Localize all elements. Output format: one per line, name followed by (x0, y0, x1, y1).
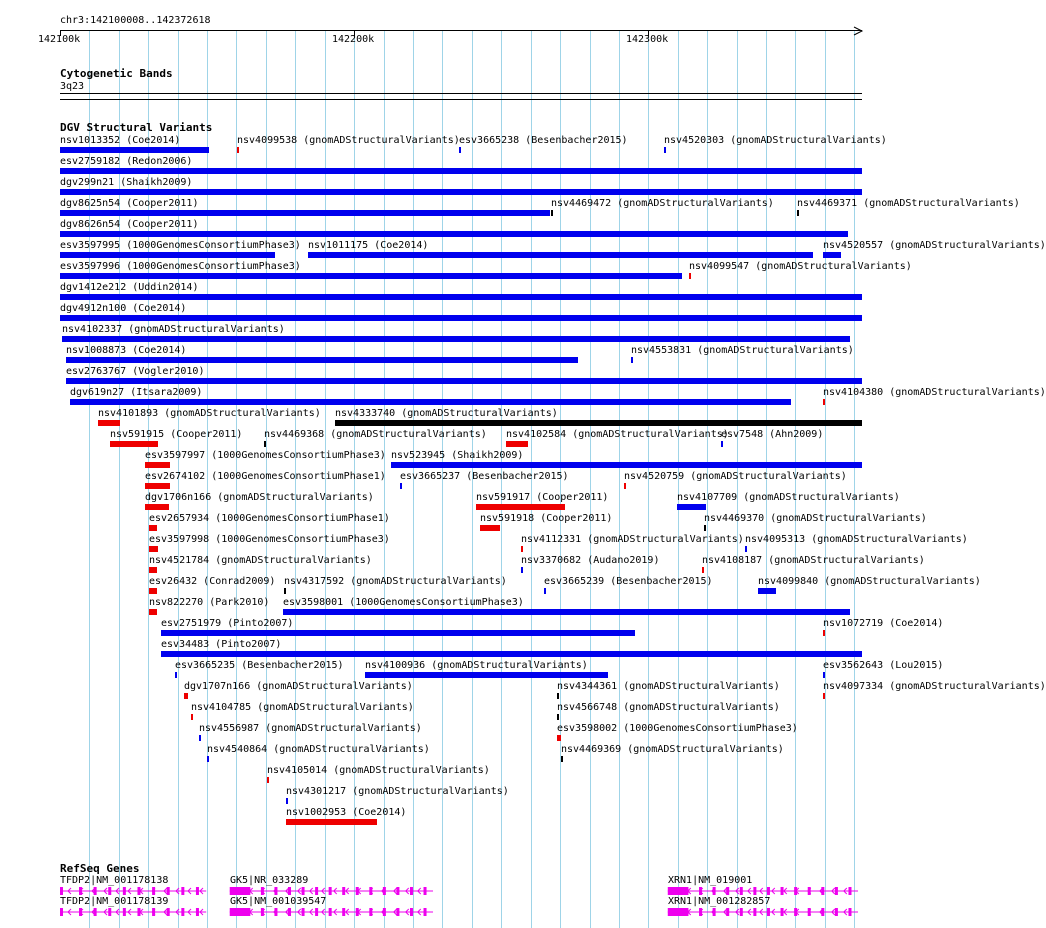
variant-label[interactable]: nsv4553831 (gnomADStructuralVariants) (631, 345, 854, 356)
variant-label[interactable]: nsv4095313 (gnomADStructuralVariants) (745, 534, 968, 545)
gene-exon (315, 887, 318, 895)
gene-exon (329, 908, 332, 916)
ruler-label: 142100k (38, 34, 81, 45)
variant-label[interactable]: nsv4521784 (gnomADStructuralVariants) (149, 555, 372, 566)
ruler-label: 142200k (332, 34, 375, 45)
variant-label[interactable]: esv3562643 (Lou2015) (823, 660, 944, 671)
variant-label[interactable]: nsv4107709 (gnomADStructuralVariants) (677, 492, 900, 503)
gene-exon (342, 908, 345, 916)
variant-label[interactable]: nsv4102337 (gnomADStructuralVariants) (62, 324, 285, 335)
variant-label[interactable]: dgv8625n54 (Cooper2011) (60, 198, 199, 209)
gene-exon (230, 887, 248, 895)
variant-label[interactable]: nsv4469371 (gnomADStructuralVariants) (797, 198, 1020, 209)
variant-label[interactable]: esv3597997 (1000GenomesConsortiumPhase3) (145, 450, 386, 461)
variant-label[interactable]: nsv591915 (Cooper2011) (110, 429, 243, 440)
variant-label[interactable]: nsv4301217 (gnomADStructuralVariants) (286, 786, 509, 797)
variant-label[interactable]: nsv4333740 (gnomADStructuralVariants) (335, 408, 558, 419)
gene-label[interactable]: TFDP2|NM_001178139 (60, 896, 169, 907)
refseq-track-title: RefSeq Genes (60, 862, 140, 875)
gene-exon (767, 908, 770, 916)
variant-label[interactable]: nsv1072719 (Coe2014) (823, 618, 944, 629)
variant-label[interactable]: esv2759182 (Redon2006) (60, 156, 193, 167)
variant-label[interactable]: nsv4469368 (gnomADStructuralVariants) (264, 429, 487, 440)
variant-label[interactable]: esv3665238 (Besenbacher2015) (459, 135, 628, 146)
variant-label[interactable]: nsv4469370 (gnomADStructuralVariants) (704, 513, 927, 524)
variant-label[interactable]: nsv4469472 (gnomADStructuralVariants) (551, 198, 774, 209)
gene-exon (108, 908, 111, 916)
variant-label[interactable]: nsv4112331 (gnomADStructuralVariants) (521, 534, 744, 545)
gene-exon (196, 908, 199, 916)
variant-label[interactable]: dgv1412e212 (Uddin2014) (60, 282, 199, 293)
gene-exon (424, 887, 427, 895)
gene-exon (767, 887, 770, 895)
cytoband-label: 3q23 (60, 81, 85, 92)
gene-exon (315, 908, 318, 916)
variant-label[interactable]: nsv591918 (Cooper2011) (480, 513, 613, 524)
variant-label[interactable]: esv2751979 (Pinto2007) (161, 618, 294, 629)
variant-label[interactable]: nsv4556987 (gnomADStructuralVariants) (199, 723, 422, 734)
gene-exon (740, 887, 743, 895)
gene-exon (123, 887, 126, 895)
variant-label[interactable]: nsv1013352 (Coe2014) (60, 135, 181, 146)
gene-exon (410, 887, 413, 895)
variant-label[interactable]: esv3598001 (1000GenomesConsortiumPhase3) (283, 597, 524, 608)
variant-label[interactable]: nsv4102584 (gnomADStructuralVariants) (506, 429, 729, 440)
gene-exon (848, 887, 851, 895)
cytoband-track-title: Cytogenetic Bands (60, 67, 173, 80)
variant-label[interactable]: nsv523945 (Shaikh2009) (391, 450, 524, 461)
variant-label[interactable]: nsv4540864 (gnomADStructuralVariants) (207, 744, 430, 755)
variant-label[interactable]: esv3665237 (Besenbacher2015) (400, 471, 569, 482)
variant-label[interactable]: nsv4344361 (gnomADStructuralVariants) (557, 681, 780, 692)
gene-exon (753, 908, 756, 916)
variant-label[interactable]: nsv4566748 (gnomADStructuralVariants) (557, 702, 780, 713)
variant-label[interactable]: esv2763767 (Vogler2010) (66, 366, 205, 377)
variant-label[interactable]: esv3665239 (Besenbacher2015) (544, 576, 713, 587)
variant-label[interactable]: nsv4097334 (gnomADStructuralVariants) (823, 681, 1046, 692)
gene-exon (302, 908, 305, 916)
gene-exon (123, 908, 126, 916)
region-label: chr3:142100008..142372618 (60, 15, 211, 26)
gene-exon (835, 887, 838, 895)
variant-label[interactable]: nsv4100936 (gnomADStructuralVariants) (365, 660, 588, 671)
gene-exon (740, 908, 743, 916)
variant-label[interactable]: dgv1707n166 (gnomADStructuralVariants) (184, 681, 413, 692)
gene-exon (668, 908, 686, 916)
variant-label[interactable]: nsv4101893 (gnomADStructuralVariants) (98, 408, 321, 419)
variant-label[interactable]: nsv4317592 (gnomADStructuralVariants) (284, 576, 507, 587)
gene-exon (753, 887, 756, 895)
variant-label[interactable]: esv3597996 (1000GenomesConsortiumPhase3) (60, 261, 301, 272)
gene-exon (60, 887, 63, 895)
variant-label[interactable]: esv3598002 (1000GenomesConsortiumPhase3) (557, 723, 798, 734)
variant-label[interactable]: esv3597998 (1000GenomesConsortiumPhase3) (149, 534, 390, 545)
variant-label[interactable]: nsv4099840 (gnomADStructuralVariants) (758, 576, 981, 587)
variant-label[interactable]: esv2657934 (1000GenomesConsortiumPhase1) (149, 513, 390, 524)
variant-label[interactable]: nsv4108187 (gnomADStructuralVariants) (702, 555, 925, 566)
gene-exon (835, 908, 838, 916)
gene-exon (181, 887, 184, 895)
gene-exon (329, 887, 332, 895)
variant-label[interactable]: esv26432 (Conrad2009) (149, 576, 276, 587)
gene-label[interactable]: GK5|NM_001039547 (230, 896, 327, 907)
gene-exon (410, 908, 413, 916)
variant-label[interactable]: dgv4912n100 (Coe2014) (60, 303, 187, 314)
variant-label[interactable]: nsv4520557 (gnomADStructuralVariants) (823, 240, 1046, 251)
gene-exon (196, 887, 199, 895)
gene-label[interactable]: GK5|NR_033289 (230, 875, 309, 886)
ruler-label: 142300k (626, 34, 669, 45)
gene-exon (848, 908, 851, 916)
gene-exon (181, 908, 184, 916)
dgv-track-title: DGV Structural Variants (60, 121, 213, 134)
variant-label[interactable]: nsv4099547 (gnomADStructuralVariants) (689, 261, 912, 272)
gene-exon (302, 887, 305, 895)
variant-label[interactable]: esv7548 (Ahn2009) (721, 429, 824, 440)
variant-label[interactable]: esv2674102 (1000GenomesConsortiumPhase1) (145, 471, 386, 482)
variant-label[interactable]: nsv1002953 (Coe2014) (286, 807, 407, 818)
gene-exon (342, 887, 345, 895)
variant-label[interactable]: dgv1706n166 (gnomADStructuralVariants) (145, 492, 374, 503)
variant-label[interactable]: esv34483 (Pinto2007) (161, 639, 282, 650)
variant-label[interactable]: nsv4104785 (gnomADStructuralVariants) (191, 702, 414, 713)
gene-exon (230, 908, 248, 916)
variant-label[interactable]: nsv4520303 (gnomADStructuralVariants) (664, 135, 887, 146)
gene-label[interactable]: XRN1|NM_019001 (668, 875, 753, 886)
variant-label[interactable]: dgv8626n54 (Cooper2011) (60, 219, 199, 230)
variant-label[interactable]: esv3597995 (1000GenomesConsortiumPhase3) (60, 240, 301, 251)
variant-label[interactable]: nsv591917 (Cooper2011) (476, 492, 609, 503)
variant-label[interactable]: nsv4520759 (gnomADStructuralVariants) (624, 471, 847, 482)
variant-label[interactable]: nsv4104380 (gnomADStructuralVariants) (823, 387, 1046, 398)
gene-exon (60, 908, 63, 916)
variant-label[interactable]: nsv1008873 (Coe2014) (66, 345, 187, 356)
gene-label[interactable]: TFDP2|NM_001178138 (60, 875, 169, 886)
gene-exon (424, 908, 427, 916)
variant-label[interactable]: nsv4099538 (gnomADStructuralVariants) (237, 135, 460, 146)
gene-exon (108, 887, 111, 895)
variant-label[interactable]: nsv1011175 (Coe2014) (308, 240, 429, 251)
gene-exon (668, 887, 686, 895)
variant-label[interactable]: dgv299n21 (Shaikh2009) (60, 177, 193, 188)
variant-label[interactable]: nsv822270 (Park2010) (149, 597, 270, 608)
gene-label[interactable]: XRN1|NM_001282857 (668, 896, 771, 907)
variant-label[interactable]: nsv4105014 (gnomADStructuralVariants) (267, 765, 490, 776)
variant-label[interactable]: esv3665235 (Besenbacher2015) (175, 660, 344, 671)
variant-label[interactable]: nsv3370682 (Audano2019) (521, 555, 660, 566)
variant-label[interactable]: nsv4469369 (gnomADStructuralVariants) (561, 744, 784, 755)
variant-label[interactable]: dgv619n27 (Itsara2009) (70, 387, 203, 398)
